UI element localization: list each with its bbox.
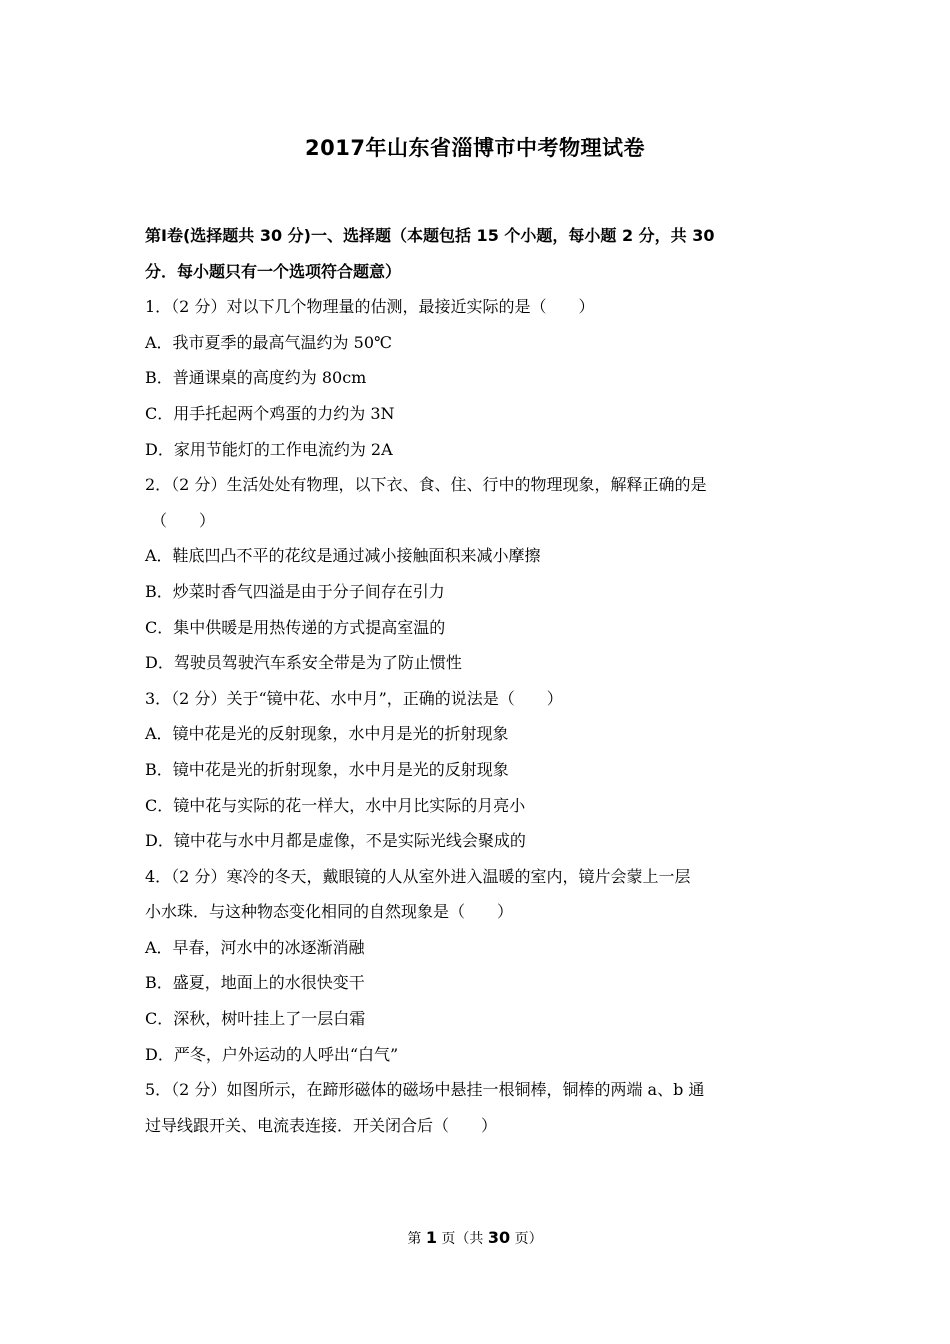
question-2 — [145, 467, 810, 681]
option-d: D．驾驶员驾驶汽车系安全带是为了防止惯性 — [145, 653, 462, 673]
exam-content — [145, 218, 810, 1143]
question-stem: 1．（2 分）对以下几个物理量的估测，最接近实际的是（ ） — [145, 297, 595, 317]
question-5 — [145, 1072, 810, 1143]
question-stem-continued: 过导线跟开关、电流表连接．开关闭合后（ ） — [145, 1115, 498, 1135]
page-footer — [0, 1228, 950, 1248]
section-heading-line-1: 第Ⅰ卷(选择题共 30 分)一、选择题（本题包括 15 个小题，每小题 2 分，共 30 — [145, 226, 715, 245]
option-c: C．用手托起两个鸡蛋的力约为 3N — [145, 403, 395, 423]
page-title: 2017年山东省淄博市中考物理试卷 — [305, 136, 645, 160]
question-stem: 3．（2 分）关于“镜中花、水中月”，正确的说法是（ ） — [145, 688, 563, 708]
footer-middle: 页（共 — [436, 1231, 488, 1247]
question-stem-continued: 小水珠．与这种物态变化相同的自然现象是（ ） — [145, 902, 514, 922]
option-c: C．镜中花与实际的花一样大，水中月比实际的月亮小 — [145, 795, 526, 815]
page-number: 1 — [425, 1228, 437, 1247]
footer-suffix: 页） — [510, 1231, 543, 1247]
option-a: A．镜中花是光的反射现象，水中月是光的折射现象 — [145, 724, 509, 744]
option-d: D．镜中花与水中月都是虚像，不是实际光线会聚成的 — [145, 831, 526, 851]
option-b: B．盛夏，地面上的水很快变干 — [145, 973, 365, 993]
option-c: C．集中供暖是用热传递的方式提高室温的 — [145, 617, 446, 637]
option-b: B．普通课桌的高度约为 80cm — [145, 368, 367, 388]
option-c: C．深秋，树叶挂上了一层白霜 — [145, 1009, 366, 1029]
question-4 — [145, 859, 810, 1073]
option-a: A．早春，河水中的冰逐渐消融 — [145, 937, 365, 957]
question-stem-continued: （ ） — [151, 510, 216, 530]
total-pages: 30 — [487, 1228, 511, 1247]
option-b: B．镜中花是光的折射现象，水中月是光的反射现象 — [145, 759, 509, 779]
option-d: D．严冬，户外运动的人呼出“白气” — [145, 1044, 399, 1064]
footer-prefix: 第 — [407, 1231, 426, 1247]
option-a: A．我市夏季的最高气温约为 50℃ — [145, 332, 392, 352]
question-1 — [145, 289, 810, 467]
section-heading-line-2: 分．每小题只有一个选项符合题意） — [145, 261, 402, 281]
question-stem: 2．（2 分）生活处处有物理，以下衣、食、住、行中的物理现象，解释正确的是 — [145, 475, 707, 495]
question-3 — [145, 681, 810, 859]
question-stem: 5．（2 分）如图所示，在蹄形磁体的磁场中悬挂一根铜棒，铜棒的两端 a、b 通 — [145, 1080, 705, 1100]
question-stem: 4．（2 分）寒冷的冬天，戴眼镜的人从室外进入温暖的室内，镜片会蒙上一层 — [145, 866, 691, 886]
option-b: B．炒菜时香气四溢是由于分子间存在引力 — [145, 581, 445, 601]
option-d: D．家用节能灯的工作电流约为 2A — [145, 439, 393, 459]
option-a: A．鞋底凹凸不平的花纹是通过减小接触面积来减小摩擦 — [145, 546, 541, 566]
